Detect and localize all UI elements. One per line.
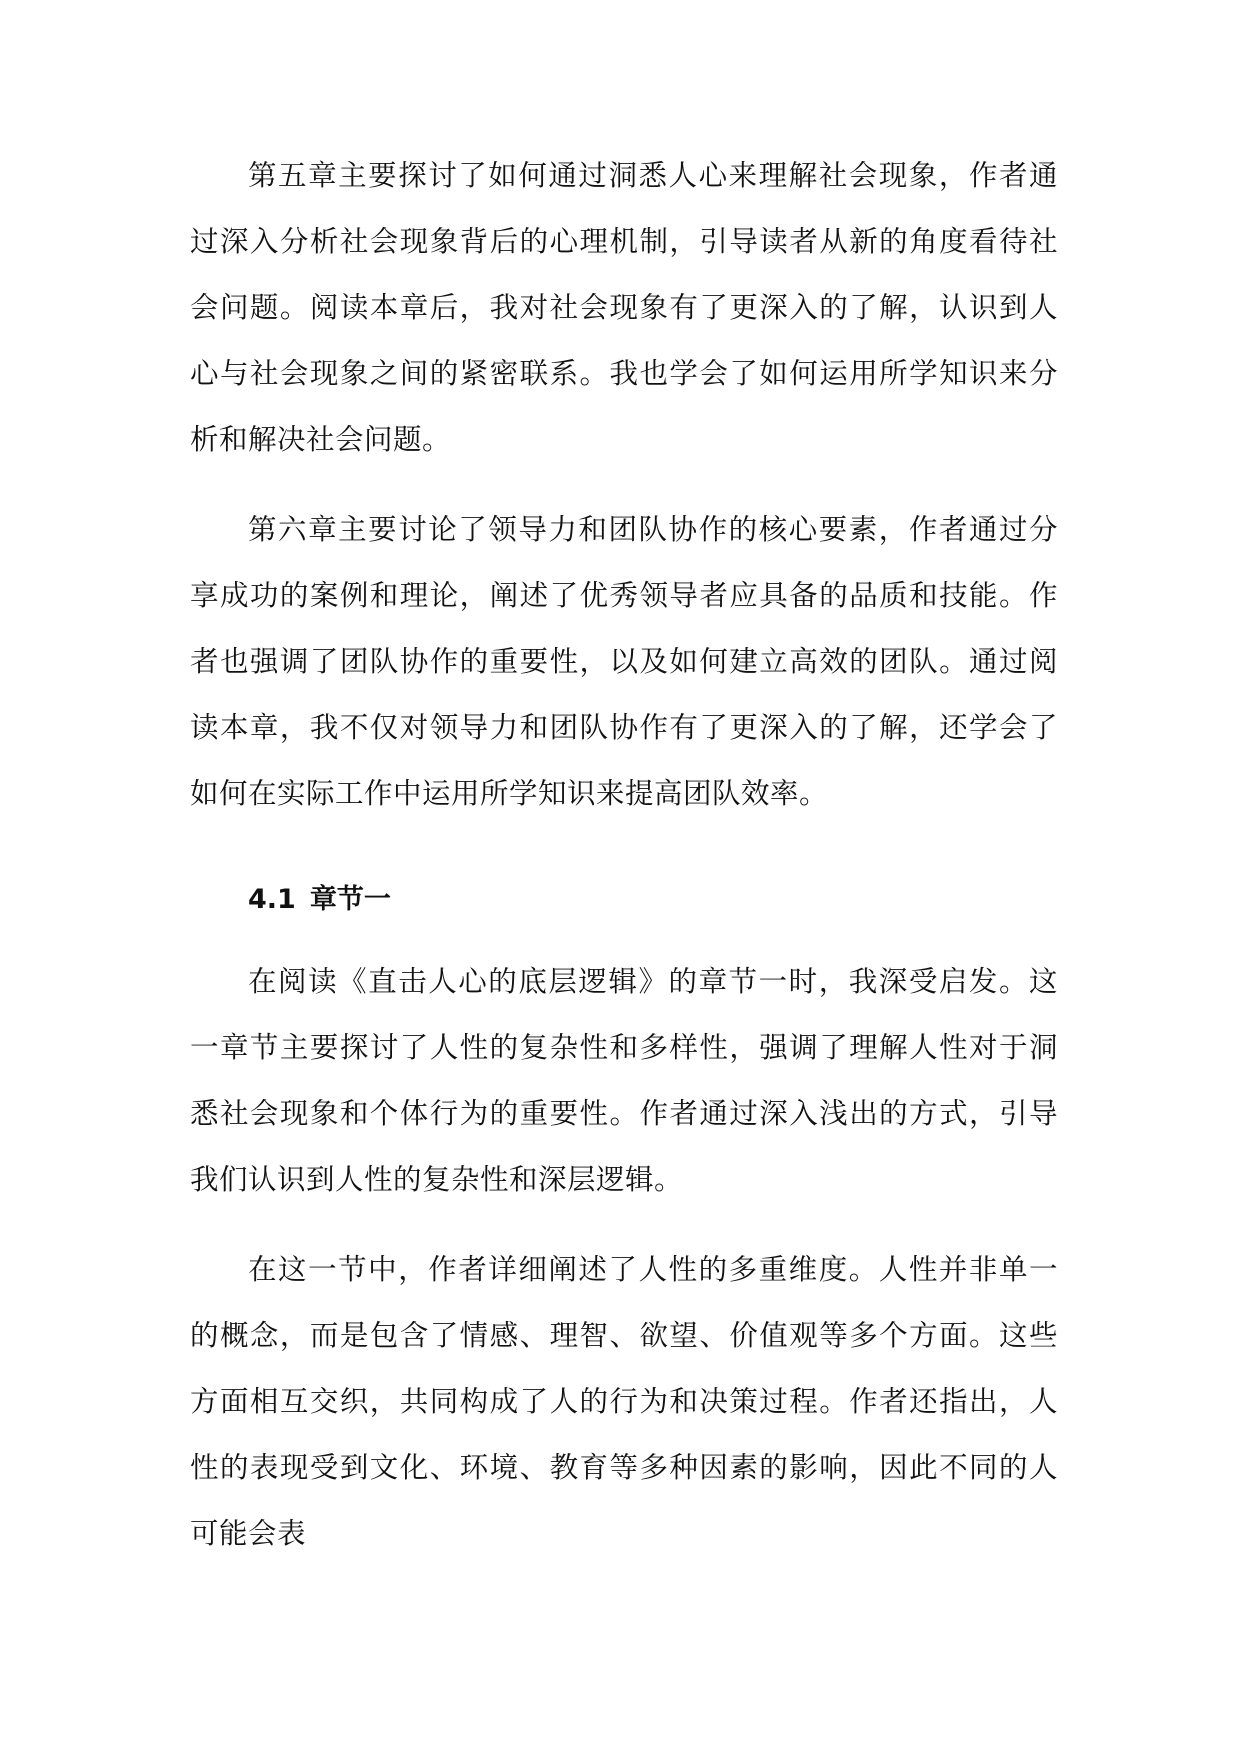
section-heading [190,867,1058,933]
paragraph-section-intro: 在阅读《直击人心的底层逻辑》的章节一时，我深受启发。这一章节主要探讨了人性的复杂性和多样性，强调了理解人性对于洞悉社会现象和个体行为的重要性。作者通过深入浅出的方式，引导我们认识到人性的复杂性和深层逻辑。 [190,965,1058,1196]
paragraph-human-nature: 在这一节中，作者详细阐述了人性的多重维度。人性并非单一的概念，而是包含了情感、理智、欲望、价值观等多个方面。这些方面相互交织，共同构成了人的行为和决策过程。作者还指出，人性的表现受到文化、环境、教育等多种因素的影响，因此不同的人可能会表 [190,1253,1058,1550]
paragraph-chapter-five: 第五章主要探讨了如何通过洞悉人心来理解社会现象，作者通过深入分析社会现象背后的心理机制，引导读者从新的角度看待社会问题。阅读本章后，我对社会现象有了更深入的了解，认识到人心与社会现象之间的紧密联系。我也学会了如何运用所学知识来分析和解决社会问题。 [190,159,1058,456]
section-number: 4.1 [248,884,296,915]
document-body [190,143,1058,1591]
paragraph-chapter-six: 第六章主要讨论了领导力和团队协作的核心要素，作者通过分享成功的案例和理论，阐述了优秀领导者应具备的品质和技能。作者也强调了团队协作的重要性，以及如何建立高效的团队。通过阅读本章，我不仅对领导力和团队协作有了更深入的了解，还学会了如何在实际工作中运用所学知识来提高团队效率。 [190,513,1058,810]
section-title: 章节一 [309,884,391,915]
